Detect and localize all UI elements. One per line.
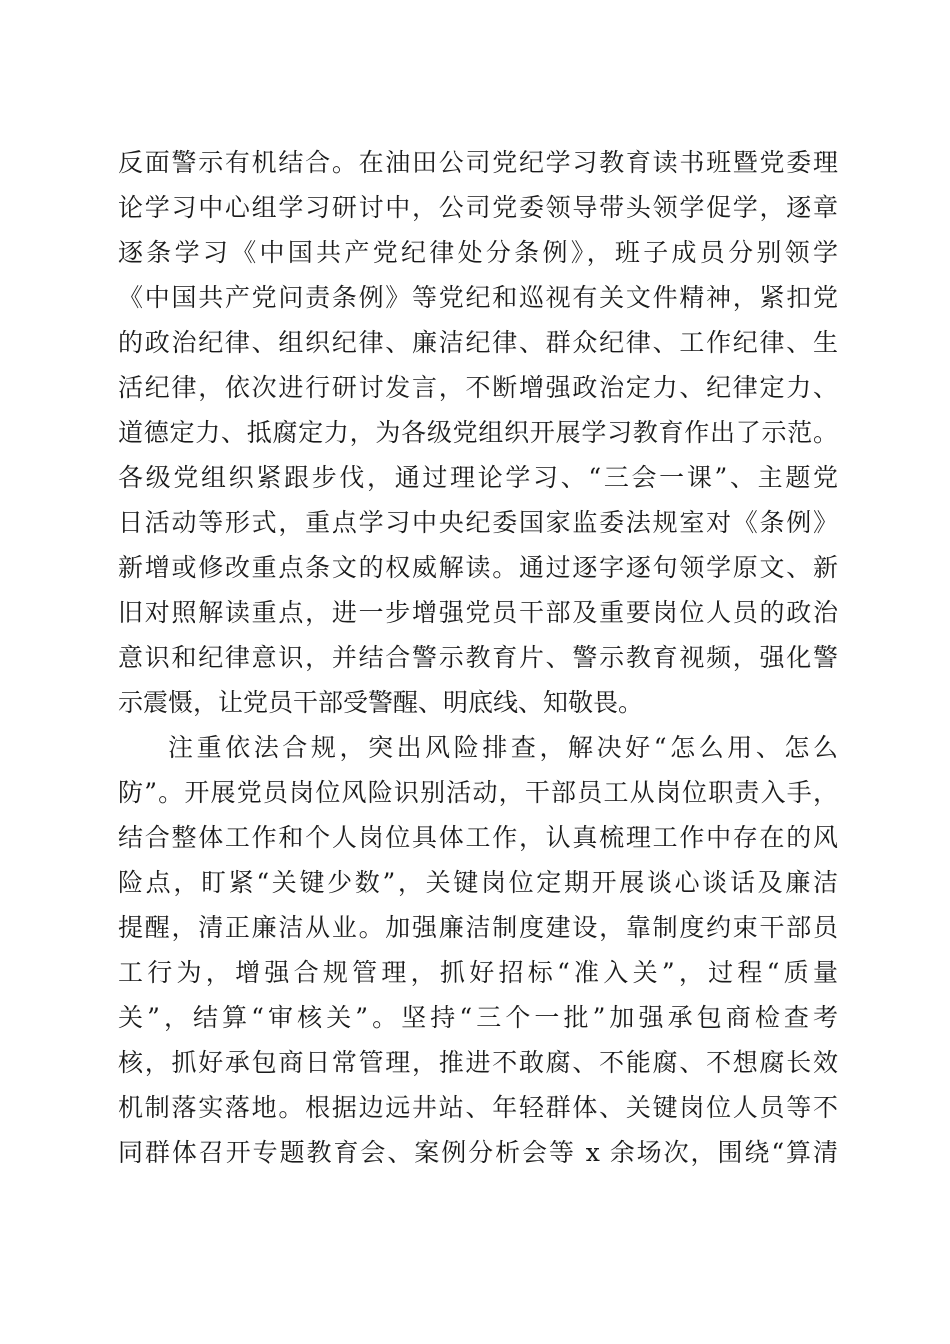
text-line: 机制落实落地。根据边远井站、年轻群体、关键岗位人员等不 xyxy=(118,1093,838,1122)
text-line: 防”。开展党员岗位风险识别活动，干部员工从岗位职责入手， xyxy=(118,778,838,807)
paragraph-2 xyxy=(118,725,838,1175)
text-line: 日活动等形式，重点学习中央纪委国家监委法规室对《条例》 xyxy=(118,508,838,537)
text-line: 逐条学习《中国共产党纪律处分条例》，班子成员分别领学 xyxy=(118,238,838,267)
text-line: 《中国共产党问责条例》等党纪和巡视有关文件精神，紧扣党 xyxy=(118,283,838,312)
text-line: 同群体召开专题教育会、案例分析会等 x 余场次，围绕“算清 xyxy=(118,1138,838,1167)
text-line: 提醒，清正廉洁从业。加强廉洁制度建设，靠制度约束干部员 xyxy=(118,913,838,942)
text-line: 道德定力、抵腐定力，为各级党组织开展学习教育作出了示范。 xyxy=(118,418,838,447)
text-line: 各级党组织紧跟步伐，通过理论学习、“三会一课”、主题党 xyxy=(118,463,838,492)
text-line: 反面警示有机结合。在油田公司党纪学习教育读书班暨党委理 xyxy=(118,148,838,177)
text-line: 结合整体工作和个人岗位具体工作，认真梳理工作中存在的风 xyxy=(118,823,838,852)
text-line: 险点，盯紧“关键少数”，关键岗位定期开展谈心谈话及廉洁 xyxy=(118,868,838,897)
text-line: 旧对照解读重点，进一步增强党员干部及重要岗位人员的政治 xyxy=(118,598,838,627)
paragraph-1 xyxy=(118,140,838,725)
text-line: 工行为，增强合规管理，抓好招标“准入关”，过程“质量 xyxy=(118,958,838,987)
text-line: 示震慑，让党员干部受警醒、明底线、知敬畏。 xyxy=(118,688,644,717)
text-line: 核，抓好承包商日常管理，推进不敢腐、不能腐、不想腐长效 xyxy=(118,1048,838,1077)
text-line: 意识和纪律意识，并结合警示教育片、警示教育视频，强化警 xyxy=(118,643,838,672)
text-line: 的政治纪律、组织纪律、廉洁纪律、群众纪律、工作纪律、生 xyxy=(118,328,838,357)
text-line: 活纪律，依次进行研讨发言，不断增强政治定力、纪律定力、 xyxy=(118,373,838,402)
text-line: 新增或修改重点条文的权威解读。通过逐字逐句领学原文、新 xyxy=(118,553,838,582)
text-line: 注重依法合规，突出风险排查，解决好“怎么用、怎么 xyxy=(168,733,838,762)
text-line: 论学习中心组学习研讨中，公司党委领导带头领学促学，逐章 xyxy=(118,193,838,222)
text-line: 关”，结算“审核关”。坚持“三个一批”加强承包商检查考 xyxy=(118,1003,838,1032)
body-text xyxy=(118,140,838,1175)
